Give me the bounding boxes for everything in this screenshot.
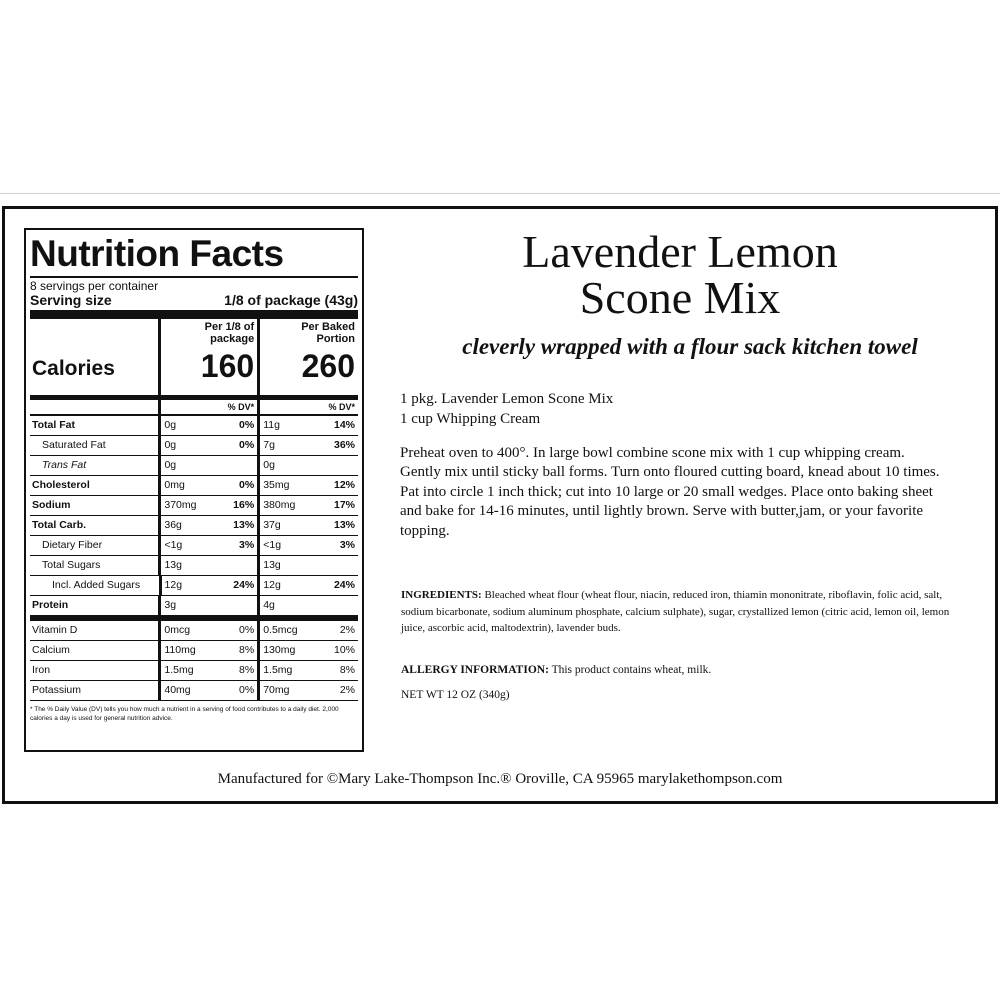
nutrient-label: Potassium	[32, 684, 82, 696]
serving-size-label: Serving size	[30, 292, 112, 308]
nutrient-col1	[158, 416, 257, 435]
nutrient-dv: 0%	[239, 419, 255, 431]
ingredients-statement	[401, 587, 961, 637]
nutrient-col1	[158, 641, 257, 660]
nutrient-label: Total Sugars	[42, 559, 101, 571]
nutrient-col1	[158, 621, 257, 640]
nutrient-amount: 36g	[164, 519, 182, 531]
nutrient-dv: 0%	[239, 439, 255, 451]
nutrient-dv: 8%	[239, 664, 255, 676]
nutrient-label: Total Carb.	[32, 519, 87, 531]
nutrient-amount: 37g	[263, 519, 281, 531]
thick-bar	[30, 310, 358, 319]
nutrient-amount: 1.5mg	[263, 664, 293, 676]
nutrient-label: Incl. Added Sugars	[52, 579, 141, 591]
nutrient-col1	[158, 456, 257, 475]
nutrient-col1	[158, 496, 257, 515]
nutrient-row	[30, 641, 358, 661]
nutrient-row	[30, 456, 358, 476]
nutrient-col2	[257, 641, 358, 660]
nutrient-amount: 0g	[164, 459, 177, 471]
nutrient-col1	[158, 596, 257, 615]
nutrient-label: Saturated Fat	[42, 439, 106, 451]
nutrient-col2	[257, 536, 358, 555]
nutrient-amount: 12g	[164, 579, 183, 591]
ingredients-text: Bleached wheat flour (wheat flour, niacin, reduced iron, thiamin mononitrate, riboflavin, folic acid, salt, sodium bicarbonate, sodium aluminum phosphate, calcium sulphate), sugar, crystallized lemon (citric acid, lemon oil, lemon juice, ascorbic acid, maltodextrin), lavender buds.	[401, 589, 950, 634]
ingredients-label: INGREDIENTS:	[401, 589, 482, 601]
col1-header-cell	[158, 319, 257, 395]
nutrient-label: Protein	[32, 599, 69, 611]
nutrient-dv: 13%	[233, 519, 255, 531]
title-rule	[30, 276, 358, 278]
column-header-row	[30, 319, 358, 400]
nutrient-row	[30, 621, 358, 641]
nutrient-dv: 0%	[239, 684, 255, 696]
servings-per-container: 8 servings per container	[30, 279, 159, 293]
nutrient-dv: 24%	[333, 579, 355, 591]
dv-header-row	[30, 400, 358, 416]
nutrient-amount: 70mg	[263, 684, 290, 696]
nutrient-row	[30, 436, 358, 456]
nutrient-row	[30, 416, 358, 436]
serving-size	[30, 293, 358, 308]
nutrient-amount: 110mg	[164, 644, 196, 656]
top-divider-line	[0, 193, 1000, 194]
nutrient-col2	[257, 681, 358, 700]
allergy-text: This product contains wheat, milk.	[551, 664, 712, 676]
nutrient-amount: 0mg	[164, 479, 185, 491]
nutrient-dv: 10%	[333, 644, 355, 656]
preparation-instructions: Preheat oven to 400°. In large bowl combine scone mix with 1 cup whipping cream. Gently mix until sticky ball forms. Turn onto floured cutting board, knead about 10 times. Pat into circle 1 inch thick; cut into 10 large or 20 small wedges. Place onto baking sheet and bake for 14-16 minutes, until lightly brown. Serve with butter,jam, or your favorite topping.	[400, 445, 940, 539]
nutrient-amount: 0mcg	[164, 624, 191, 636]
nutrient-dv: 8%	[339, 664, 355, 676]
nutrient-amount: 13g	[164, 559, 182, 571]
nutrient-dv: 3%	[339, 539, 355, 551]
nutrient-label: Iron	[32, 664, 51, 676]
nutrient-amount: 3g	[164, 599, 177, 611]
product-subtitle: cleverly wrapped with a flour sack kitchen towel	[462, 334, 918, 359]
nutrient-amount: 130mg	[263, 644, 296, 656]
nutrient-amount: 0g	[164, 439, 177, 451]
nutrient-amount: 12g	[263, 579, 281, 591]
nutrient-row	[30, 556, 358, 576]
nutrient-row	[30, 661, 358, 681]
nutrient-col2	[257, 516, 358, 535]
nutrient-dv: 16%	[233, 499, 255, 511]
calories-label-cell	[30, 319, 158, 395]
manufacturer-footer: Manufactured for ©Mary Lake-Thompson Inc.® Oroville, CA 95965 marylakethompson.com	[217, 771, 783, 787]
nutrient-label: Vitamin D	[32, 624, 78, 636]
nutrient-dv: 3%	[239, 539, 255, 551]
calories-col2: 260	[301, 348, 355, 384]
nutrient-amount: 380mg	[263, 499, 296, 511]
allergy-label: ALLERGY INFORMATION:	[401, 664, 549, 676]
col2-header-cell	[257, 319, 358, 395]
dv-footnote: * The % Daily Value (DV) tells you how much a nutrient in a serving of food contributes to a daily diet. 2,000 calories a day is used for general nutrition advice.	[30, 706, 339, 722]
nutrient-col1	[158, 681, 257, 700]
nutrient-dv: 13%	[333, 519, 355, 531]
net-weight: NET WT 12 OZ (340g)	[401, 689, 510, 701]
calories-label: Calories	[32, 357, 115, 380]
nutrient-row	[30, 536, 358, 556]
nutrient-col1	[158, 436, 257, 455]
nutrition-grid	[30, 319, 358, 701]
nutrient-label: Cholesterol	[32, 479, 90, 491]
nutrient-col1	[158, 476, 257, 495]
nutrient-amount: 1.5mg	[164, 664, 194, 676]
nutrient-col1	[158, 516, 257, 535]
nutrient-amount: <1g	[164, 539, 183, 551]
nutrient-dv: 12%	[333, 479, 355, 491]
nutrition-facts-panel	[24, 228, 364, 752]
nutrition-facts-title: Nutrition Facts	[30, 233, 284, 274]
nutrient-amount: 0g	[164, 419, 177, 431]
recipe-ingredients	[400, 389, 613, 429]
nutrient-dv: 14%	[333, 419, 355, 431]
nutrient-col2	[257, 661, 358, 680]
nutrient-amount: 13g	[263, 559, 281, 571]
nutrient-col2	[257, 456, 358, 475]
nutrient-row	[30, 576, 358, 596]
product-label	[2, 206, 998, 804]
nutrient-row	[30, 516, 358, 536]
nutrient-col2	[257, 621, 358, 640]
nutrient-label: Trans Fat	[42, 459, 87, 471]
nutrient-amount: 40mg	[164, 684, 191, 696]
nutrient-amount: 4g	[263, 599, 275, 611]
recipe-ingredient-2: 1 cup Whipping Cream	[400, 411, 541, 427]
nutrient-col2	[257, 416, 358, 435]
nutrient-dv: 36%	[333, 439, 355, 451]
nutrient-dv: 17%	[333, 499, 355, 511]
nutrient-row	[30, 476, 358, 496]
nutrient-dv: 0%	[239, 479, 255, 491]
nutrient-dv: 0%	[239, 624, 255, 636]
serving-size-value: 1/8 of package (43g)	[224, 292, 358, 308]
nutrient-col2	[257, 556, 358, 575]
nutrient-label: Sodium	[32, 499, 71, 511]
calories-col1: 160	[200, 348, 255, 384]
nutrient-dv: 24%	[233, 579, 255, 591]
nutrient-amount: 0g	[263, 459, 275, 471]
dv-header-col1: % DV*	[158, 400, 257, 414]
nutrient-col1	[158, 536, 257, 555]
nutrient-label: Calcium	[32, 644, 70, 656]
nutrient-rows	[30, 416, 358, 701]
nutrient-row	[30, 681, 358, 701]
col1-header: Per 1/8 of package	[204, 321, 255, 345]
nutrient-col1	[158, 556, 257, 575]
nutrient-col1	[158, 661, 257, 680]
nutrient-amount: <1g	[263, 539, 282, 551]
allergy-information	[401, 663, 711, 678]
nutrient-row	[30, 496, 358, 516]
nutrient-dv: 2%	[339, 684, 355, 696]
nutrient-amount: 7g	[263, 439, 275, 451]
product-title	[400, 226, 960, 323]
col2-header: Per Baked Portion	[301, 321, 355, 345]
nutrient-col1	[159, 576, 258, 595]
nutrient-col2	[257, 496, 358, 515]
nutrient-dv: 8%	[239, 644, 255, 656]
nutrient-col2	[257, 596, 358, 615]
title-line-1: Lavender Lemon	[522, 226, 838, 277]
nutrient-label: Dietary Fiber	[42, 539, 103, 551]
dv-header-col2: % DV*	[257, 400, 358, 414]
title-line-2: Scone Mix	[579, 272, 781, 323]
nutrient-amount: 11g	[263, 419, 280, 431]
nutrient-col2	[257, 576, 358, 595]
nutrient-col2	[257, 436, 358, 455]
nutrient-label: Total Fat	[32, 419, 75, 431]
nutrient-amount: 370mg	[164, 499, 197, 511]
nutrient-amount: 0.5mcg	[263, 624, 298, 636]
nutrient-row	[30, 596, 358, 621]
nutrient-amount: 35mg	[263, 479, 290, 491]
dv-spacer	[30, 400, 158, 414]
recipe-ingredient-1: 1 pkg. Lavender Lemon Scone Mix	[400, 391, 614, 407]
nutrient-dv: 2%	[339, 624, 355, 636]
nutrient-col2	[257, 476, 358, 495]
